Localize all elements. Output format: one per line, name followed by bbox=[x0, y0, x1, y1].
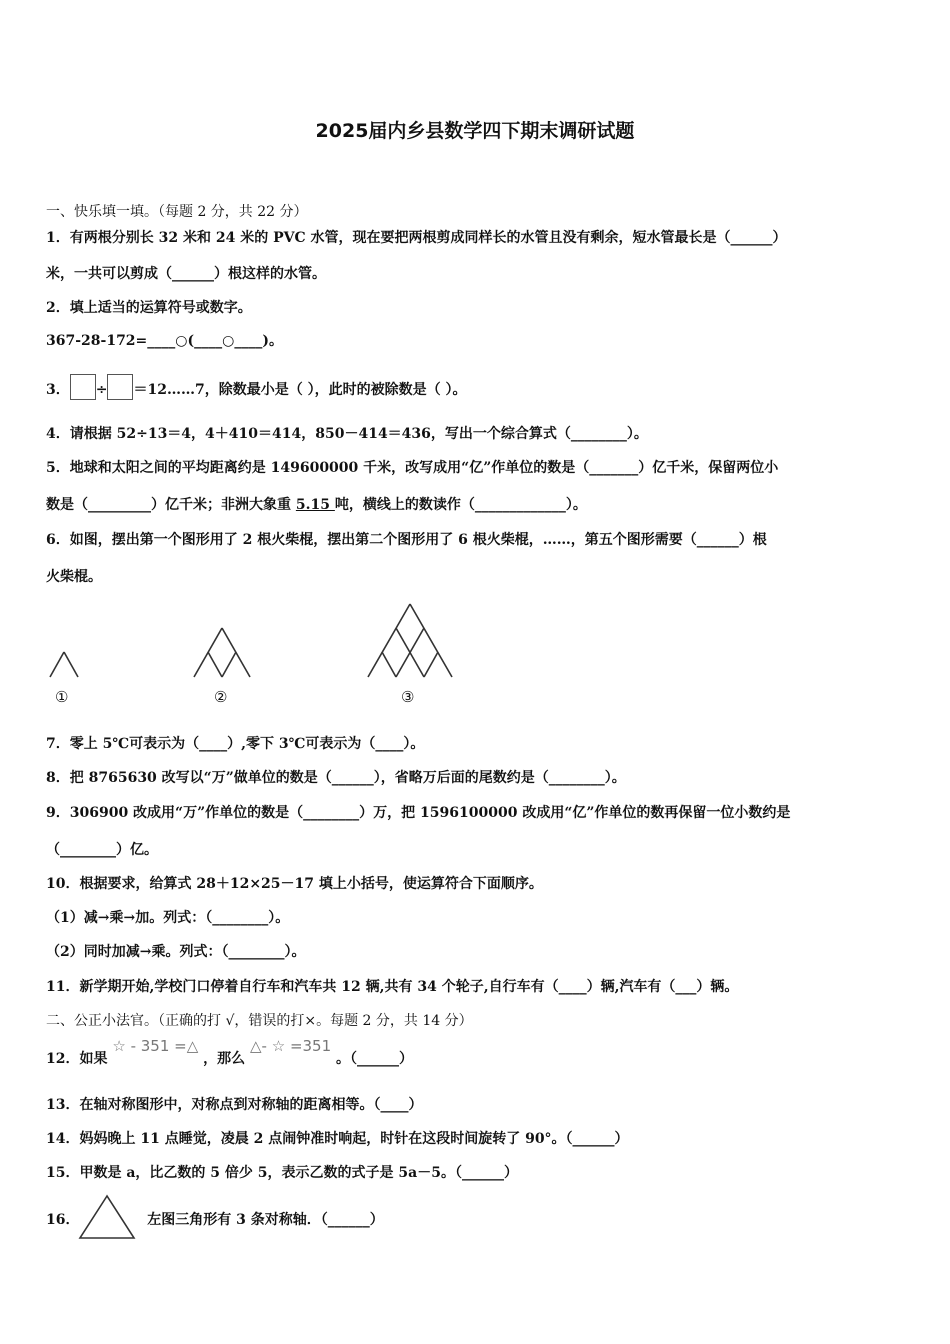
question-14: 14．妈妈晚上 11 点睡觉，凌晨 2 点闹钟准时响起，时针在这段时间旋转了 90°。（______） bbox=[46, 1131, 629, 1147]
question-5-text-a: 数是（_________）亿千米；非洲大象重 bbox=[46, 497, 296, 513]
underlined-number: 5.15 bbox=[295, 497, 335, 513]
question-3 bbox=[46, 374, 910, 400]
section-2-heading: 二、公正小法官。（正确的打 √，错误的打×。每题 2 分，共 14 分） bbox=[46, 1013, 473, 1029]
question-10-part-1: （1）减→乘→加。列式：（________）。 bbox=[46, 910, 290, 926]
question-11: 11．新学期开始,学校门口停着自行车和汽车共 12 辆,共有 34 个轮子,自行车有（____）辆,汽车有（___）辆。 bbox=[46, 979, 739, 995]
question-12-text-b: 。（______） bbox=[336, 1051, 414, 1067]
question-9-line-2: （________）亿。 bbox=[46, 842, 158, 858]
question-7: 7．零上 5℃可表示为（____）,零下 3℃可表示为（____）。 bbox=[46, 736, 425, 752]
figure-3-icon bbox=[368, 604, 452, 677]
question-6-line-1: 6．如图，摆出第一个图形用了 2 根火柴棍，摆出第二个图形用了 6 根火柴棍，……，第五个图形需要（______）根 bbox=[46, 532, 767, 548]
page-title: 2025届内乡县数学四下期末调研试题 bbox=[315, 120, 635, 142]
question-12-number: 12．如果 bbox=[46, 1051, 108, 1067]
figure-1-label: ① bbox=[55, 688, 69, 706]
question-1-line-1: 1．有两根分别长 32 米和 24 米的 PVC 水管，现在要把两根剪成同样长的水管且没有剩余，短水管最长是（______） bbox=[46, 230, 787, 246]
triangle-icon bbox=[78, 1194, 136, 1240]
question-16 bbox=[46, 1210, 910, 1230]
question-8: 8．把 8765630 改写以“万”做单位的数是（______），省略万后面的尾数约是（________）。 bbox=[46, 770, 626, 786]
blank-box bbox=[107, 374, 133, 400]
question-9-line-1: 9．306900 改成用“万”作单位的数是（________）万，把 1596100000 改成用“亿”作单位的数再保留一位小数约是 bbox=[46, 805, 791, 821]
question-1-line-2: 米，一共可以剪成（______）根这样的水管。 bbox=[46, 266, 326, 282]
figure-1-icon bbox=[50, 652, 78, 677]
formula-1: ☆ - 351 =△ bbox=[112, 1037, 199, 1055]
question-12 bbox=[46, 1037, 910, 1069]
section-1-heading: 一、快乐填一填。（每题 2 分，共 22 分） bbox=[46, 204, 308, 220]
blank-box bbox=[70, 374, 96, 400]
question-16-text: 左图三角形有 3 条对称轴．（______） bbox=[147, 1212, 384, 1228]
figure-2-label: ② bbox=[214, 688, 228, 706]
question-3-number: 3． bbox=[46, 382, 70, 398]
question-2-line-2: 367-28-172=____○(____○____)。 bbox=[46, 333, 283, 349]
question-15: 15．甲数是 a，比乙数的 5 倍少 5，表示乙数的式子是 5a－5。（______） bbox=[46, 1165, 518, 1181]
question-16-number: 16． bbox=[46, 1212, 80, 1228]
question-2-line-1: 2．填上适当的运算符号或数字。 bbox=[46, 300, 252, 316]
matchstick-figures bbox=[40, 595, 480, 685]
figure-2-icon bbox=[194, 628, 250, 677]
question-4: 4．请根据 52÷13＝4，4＋410＝414，850－414＝436，写出一个综合算式（________）。 bbox=[46, 426, 648, 442]
question-5-line-1: 5．地球和太阳之间的平均距离约是 149600000 千米，改写成用“亿”作单位的数是（_______）亿千米，保留两位小 bbox=[46, 460, 779, 476]
question-13: 13．在轴对称图形中，对称点到对称轴的距离相等。（____） bbox=[46, 1097, 423, 1113]
question-10-part-2: （2）同时加减→乘。列式：（________）。 bbox=[46, 944, 306, 960]
question-10: 10．根据要求，给算式 28＋12×25－17 填上小括号，使运算符合下面顺序。 bbox=[46, 876, 543, 892]
figure-3-label: ③ bbox=[401, 688, 415, 706]
question-12-text-a: ，那么 bbox=[203, 1051, 246, 1067]
question-5-line-2 bbox=[46, 495, 910, 515]
question-5-text-b: 吨，横线上的数读作（_____________）。 bbox=[334, 497, 587, 513]
division-sign: ÷ bbox=[95, 382, 108, 398]
question-6-line-2: 火柴棍。 bbox=[46, 569, 102, 585]
question-3-text: ＝12……7，除数最小是（ ），此时的被除数是（ ）。 bbox=[133, 382, 467, 398]
formula-2: △- ☆ =351 bbox=[250, 1037, 332, 1055]
